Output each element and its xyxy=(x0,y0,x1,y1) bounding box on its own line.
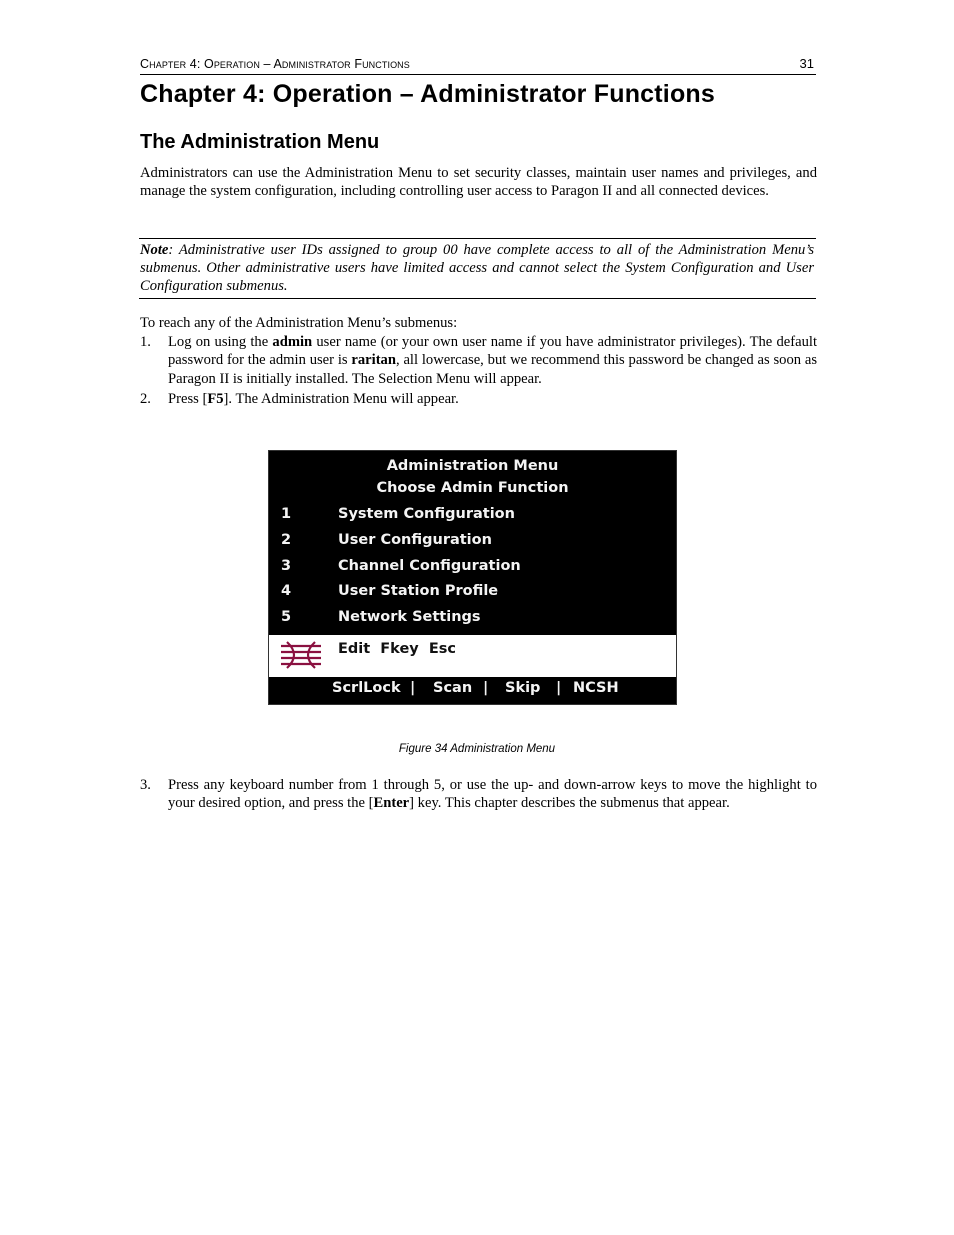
menu-item-key: 5 xyxy=(281,609,292,625)
screen-title: Administration Menu xyxy=(386,458,559,474)
running-header xyxy=(140,56,816,75)
menu-item-key: 4 xyxy=(281,583,292,599)
running-title: Chapter 4: Operation – Administrator Functions xyxy=(140,57,410,71)
ncsh-label: NCSH xyxy=(573,680,619,696)
chapter-title: Chapter 4: Operation – Administrator Functions xyxy=(140,80,715,108)
menu-item-user-station-profile[interactable] xyxy=(269,583,676,603)
scrllock-label: ScrlLock xyxy=(332,680,401,696)
note-label: Note xyxy=(140,242,169,258)
steps-list-continued xyxy=(140,776,817,815)
menu-item-label: Network Settings xyxy=(338,609,481,625)
menu-item-network-settings[interactable] xyxy=(269,609,676,629)
footer-separator: | xyxy=(556,680,562,696)
step-item xyxy=(140,776,817,813)
menu-item-label: System Configuration xyxy=(338,506,515,522)
menu-item-system-configuration[interactable] xyxy=(269,506,676,526)
section-title: The Administration Menu xyxy=(140,131,380,153)
administration-menu-screenshot xyxy=(268,450,677,705)
steps-intro: To reach any of the Administration Menu’s submenus: xyxy=(140,315,458,331)
step-item xyxy=(140,390,817,408)
screen-subtitle: Choose Admin Function xyxy=(376,480,569,496)
menu-item-key: 1 xyxy=(281,506,292,522)
figure-caption: Figure 34 Administration Menu xyxy=(398,743,556,755)
scan-label: Scan xyxy=(433,680,473,696)
step-text: Press any keyboard number from 1 through 5, or use the up- and down-arrow keys to move the highlight to your desired option, and press the [Enter] key. This chapter describes the submenus that appear. xyxy=(168,777,817,812)
note-text: : Administrative user IDs assigned to group 00 have complete access to all of the Administration Menu’s submenus. Other administrative users have limited access and cannot select the System Configuration and User Configuration submenus. xyxy=(140,242,814,294)
menu-item-label: User Station Profile xyxy=(338,583,499,599)
menu-item-label: Channel Configuration xyxy=(338,558,521,574)
footer-separator: | xyxy=(483,680,489,696)
menu-item-key: 3 xyxy=(281,558,292,574)
steps-list xyxy=(140,333,817,410)
step-number: 2. xyxy=(140,390,151,407)
menu-item-label: User Configuration xyxy=(338,532,492,548)
function-keys-label: Edit Fkey Esc xyxy=(338,641,456,657)
intro-paragraph: Administrators can use the Administration Menu to set security classes, maintain user names and privileges, and manage the system configuration, including controlling user access to Paragon II and all connected devices. xyxy=(140,165,817,200)
step-text: Log on using the admin user name (or your own user name if you have administrator privileges). The default password for the admin user is raritan, all lowercase, but we recommend this password be changed as soon as Paragon II is initially installed. The Selection Menu will appear. xyxy=(168,334,818,387)
footer-separator: | xyxy=(410,680,416,696)
menu-item-channel-configuration[interactable] xyxy=(269,558,676,578)
function-key-bar xyxy=(269,635,676,677)
page-number: 31 xyxy=(799,56,814,71)
step-text: Press [F5]. The Administration Menu will appear. xyxy=(168,390,459,407)
menu-item-key: 2 xyxy=(281,532,292,548)
step-number: 1. xyxy=(140,334,151,350)
menu-item-user-configuration[interactable] xyxy=(269,532,676,552)
skip-label: Skip xyxy=(505,680,541,696)
step-number: 3. xyxy=(140,777,151,793)
step-item xyxy=(140,333,817,388)
note-box xyxy=(139,238,816,299)
raritan-logo-icon xyxy=(279,640,323,670)
